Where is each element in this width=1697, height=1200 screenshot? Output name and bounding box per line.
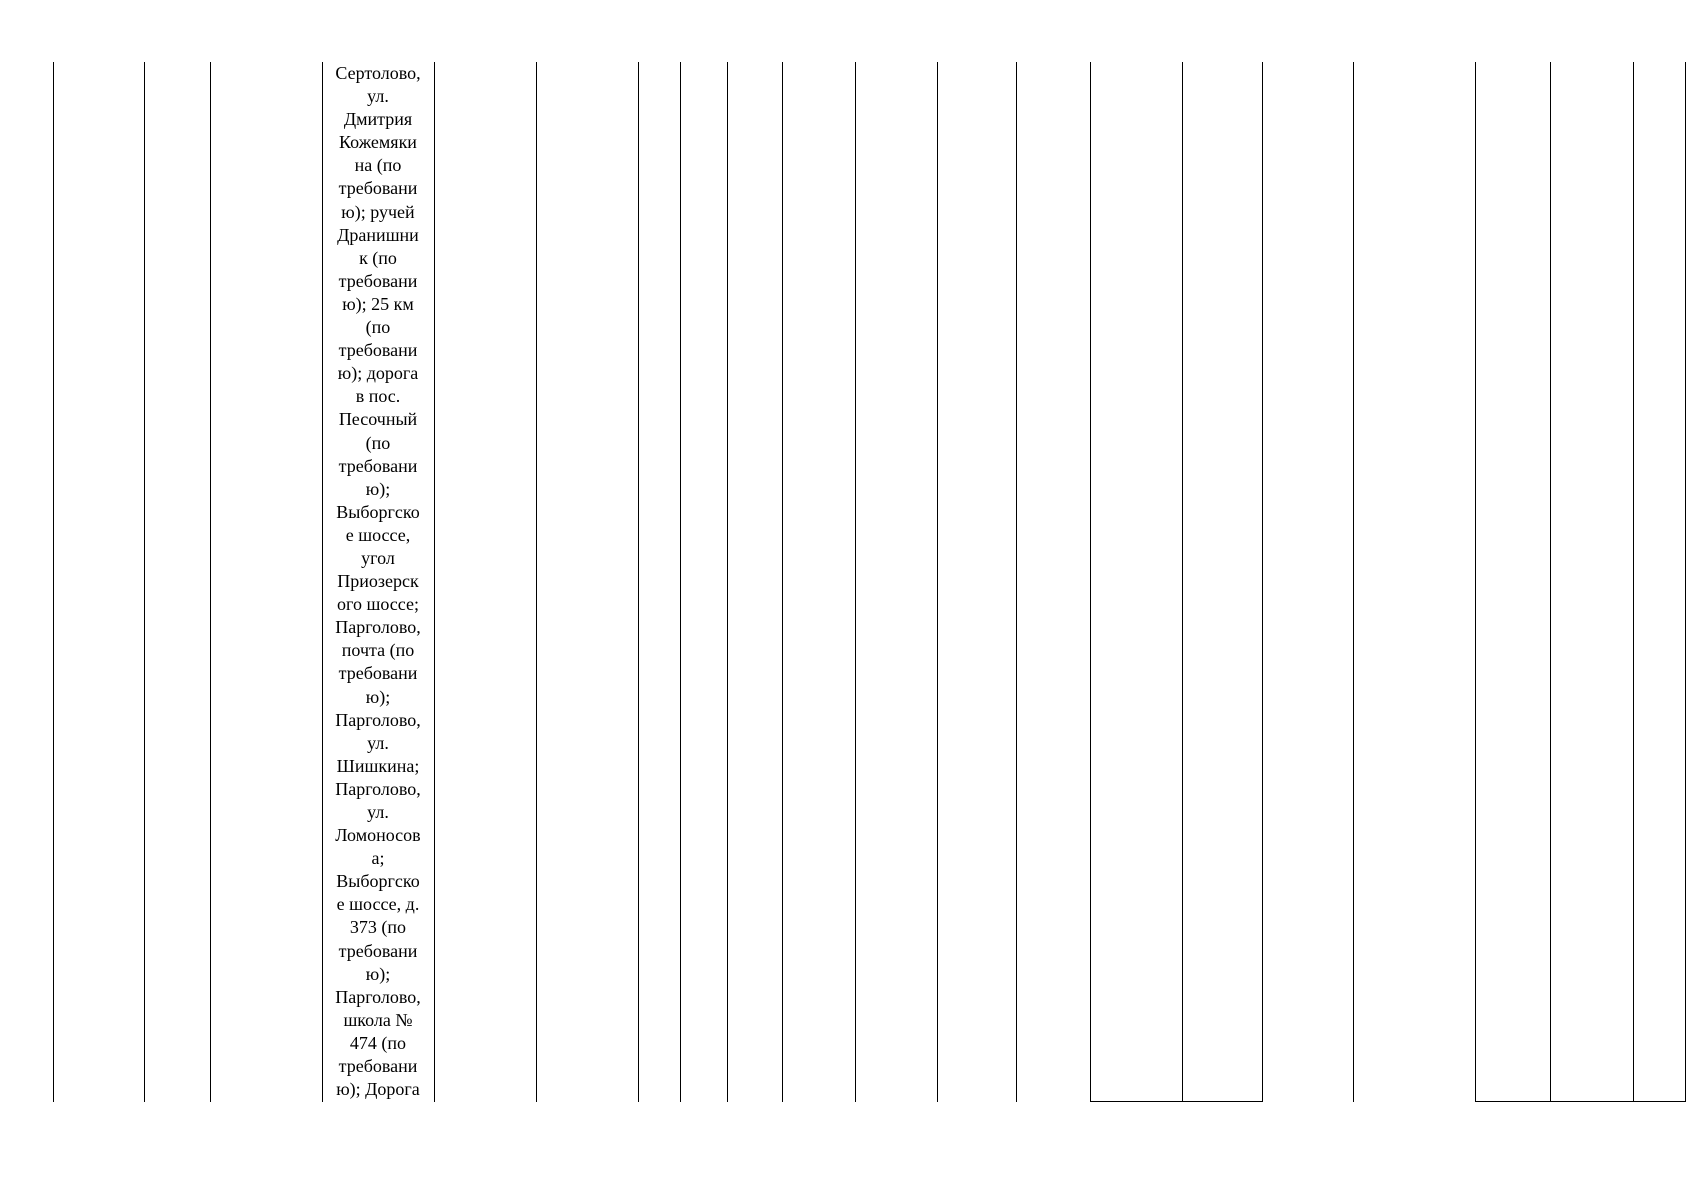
column-rule [1633, 62, 1634, 1102]
column-rule [536, 62, 537, 1102]
route-stop-line: Парголово, [335, 617, 421, 638]
route-stop-line: ю); [365, 963, 391, 984]
route-stop-line: ю); [365, 478, 391, 499]
column-rule [210, 62, 211, 1102]
route-stop-line: 474 (по [349, 1032, 407, 1053]
route-stop-line: Кожемяки [339, 132, 417, 153]
route-stop-line: Шишкина; [336, 755, 420, 776]
route-stop-line: ул. [367, 86, 389, 107]
column-rule [727, 62, 728, 1102]
route-stop-line: ул. [367, 802, 389, 822]
route-stop-line: Дмитрия [343, 109, 413, 130]
route-stop-line: а; [371, 848, 385, 869]
route-stop-line: требовани [338, 940, 418, 961]
route-stop-line: требовани [338, 340, 418, 361]
cell-bottom-border [1475, 1101, 1686, 1102]
route-stop-line: Парголово, [335, 986, 421, 1007]
route-stop-line: Парголово, [335, 778, 421, 799]
column-rule [1016, 62, 1017, 1102]
route-stop-line: Приозерск [337, 571, 419, 592]
route-stop-line: ул. [367, 732, 389, 753]
route-stop-line: в пос. [355, 386, 401, 407]
route-stop-line: ю); дорога [337, 363, 419, 384]
column-rule [782, 62, 783, 1102]
route-stop-line: ю); [365, 686, 391, 707]
route-stop-line: е шоссе, [345, 524, 411, 545]
route-stop-line: требовани [338, 270, 418, 291]
route-stop-line: требовани [338, 178, 418, 199]
route-stop-line: Песочный [338, 409, 418, 430]
column-rule [144, 62, 145, 1102]
route-stop-line: Ломоносов [335, 825, 421, 846]
column-rule [1182, 62, 1183, 1102]
column-rule [1685, 62, 1686, 1102]
route-stop-line: Сертолово, [335, 63, 421, 83]
route-stop-line: на (по [354, 155, 402, 176]
route-stop-line: требовани [338, 663, 418, 684]
route-stop-line: ю); 25 км [342, 293, 414, 314]
route-stop-line: к (по [359, 247, 397, 268]
column-rule [1353, 62, 1354, 1102]
route-stop-line: школа № [343, 1009, 413, 1030]
column-rule [638, 62, 639, 1102]
route-stop-line: требовани [338, 455, 418, 476]
route-stop-line: 373 (по [349, 917, 407, 938]
column-rule [937, 62, 938, 1102]
route-stop-line: Дранишни [337, 224, 419, 245]
route-stop-line: Выборгско [336, 871, 420, 892]
route-stops-cell [323, 62, 433, 1101]
route-stop-line: ю); ручей [341, 201, 415, 222]
column-rule [1090, 62, 1091, 1102]
route-stop-line: Парголово, [335, 709, 421, 730]
route-stop-line: ю); Дорога [336, 1079, 420, 1100]
column-rule [680, 62, 681, 1102]
column-rule [1262, 62, 1263, 1102]
column-rule [53, 62, 54, 1102]
column-rule [434, 62, 435, 1102]
column-rule [1550, 62, 1551, 1102]
route-stop-line: почта (по [341, 640, 415, 661]
route-stop-line: ого шоссе; [337, 594, 419, 615]
route-stop-line: требовани [338, 1056, 418, 1077]
column-rule [855, 62, 856, 1102]
route-stop-line: е шоссе, д. [336, 894, 420, 915]
column-rule [1475, 62, 1476, 1102]
cell-bottom-border [1090, 1101, 1263, 1102]
route-stop-line: угол [361, 547, 395, 568]
route-stop-line: (по [365, 317, 391, 338]
route-stop-line: Выборгско [336, 501, 420, 522]
route-stop-line: (по [365, 432, 391, 453]
